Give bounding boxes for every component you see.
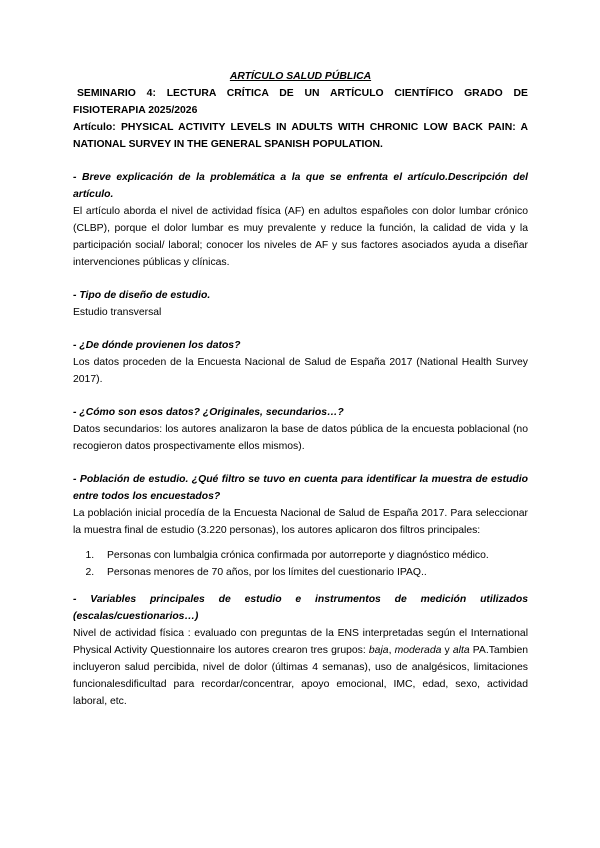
level-high: alta — [452, 645, 470, 656]
section-variables-body — [73, 625, 528, 710]
section-problem-body: El artículo aborda el nivel de actividad física (AF) en adultos españoles con dolor lumbar crónico (CLBP), porque el dolor lumbar es muy prevalente y reduce la función, la calidad de vida y la participación social/ laboral; conocer los niveles de AF y sus factores asociados ayuda a diseñar intervenciones públicas y clínicas. — [73, 206, 528, 268]
level-moderate: moderada — [394, 645, 442, 656]
seminar-line: SEMINARIO 4: LECTURA CRÍTICA DE UN ARTÍCULO CIENTÍFICO GRADO DE FISIOTERAPIA 2025/2026 — [73, 88, 528, 116]
variables-text-a: Nivel de actividad física : evaluado con preguntas de la ENS interpretadas según el International Physical Activity Questionnaire los autores crearon tres grupos: — [73, 628, 528, 656]
document-page — [73, 68, 528, 710]
section-variables-heading: - Variables principales de estudio e instrumentos de medición utilizados (escalas/cuestionarios…) — [73, 594, 528, 622]
section-data-type-heading: - ¿Cómo son esos datos? ¿Originales, secundarios…? — [73, 407, 344, 418]
document-title: ARTÍCULO SALUD PÚBLICA — [229, 71, 372, 82]
section-population-heading: - Población de estudio. ¿Qué filtro se tuvo en cuenta para identificar la muestra de estudio entre todos los encuestados? — [73, 474, 528, 502]
list-item: 2. Personas menores de 70 años, por los límites del cuestionario IPAQ.. — [97, 564, 528, 581]
variables-text-b: PA.Tambien incluyeron salud percibida, nivel de dolor (últimas 4 semanas), uso de analgésicos, limitaciones funcionalesdificultad para recordar/concentrar, apoyo emocional, IMC, edad, sexo, actividad laboral, etc. — [73, 645, 529, 707]
section-population-body: La población inicial procedía de la Encuesta Nacional de Salud de España 2017. Para seleccionar la muestra final de estudio (3.220 personas), los autores aplicaron dos filtros principales: — [73, 508, 528, 536]
separator: , — [388, 645, 395, 656]
section-source-body: Los datos proceden de la Encuesta Nacional de Salud de España 2017 (National Health Survey 2017). — [73, 357, 528, 385]
section-problem-heading: - Breve explicación de la problemática a la que se enfrenta el artículo.Descripción del artículo. — [73, 172, 528, 200]
section-source-heading: - ¿De dónde provienen los datos? — [73, 340, 241, 351]
separator: y — [441, 645, 453, 656]
section-design-heading: - Tipo de diseño de estudio. — [73, 290, 211, 301]
article-title: Artículo: PHYSICAL ACTIVITY LEVELS IN ADULTS WITH CHRONIC LOW BACK PAIN: A NATIONAL SURVEY IN THE GENERAL SPANISH POPULATION. — [73, 122, 528, 150]
section-design-body: Estudio transversal — [73, 307, 162, 318]
population-filter-list — [73, 547, 528, 581]
level-low: baja — [368, 645, 389, 656]
section-data-type-body: Datos secundarios: los autores analizaron la base de datos pública de la encuesta poblacional (no recogieron datos prospectivamente ellos mismos). — [73, 424, 528, 452]
list-item: 1. Personas con lumbalgia crónica confirmada por autorreporte y diagnóstico médico. — [97, 547, 528, 564]
